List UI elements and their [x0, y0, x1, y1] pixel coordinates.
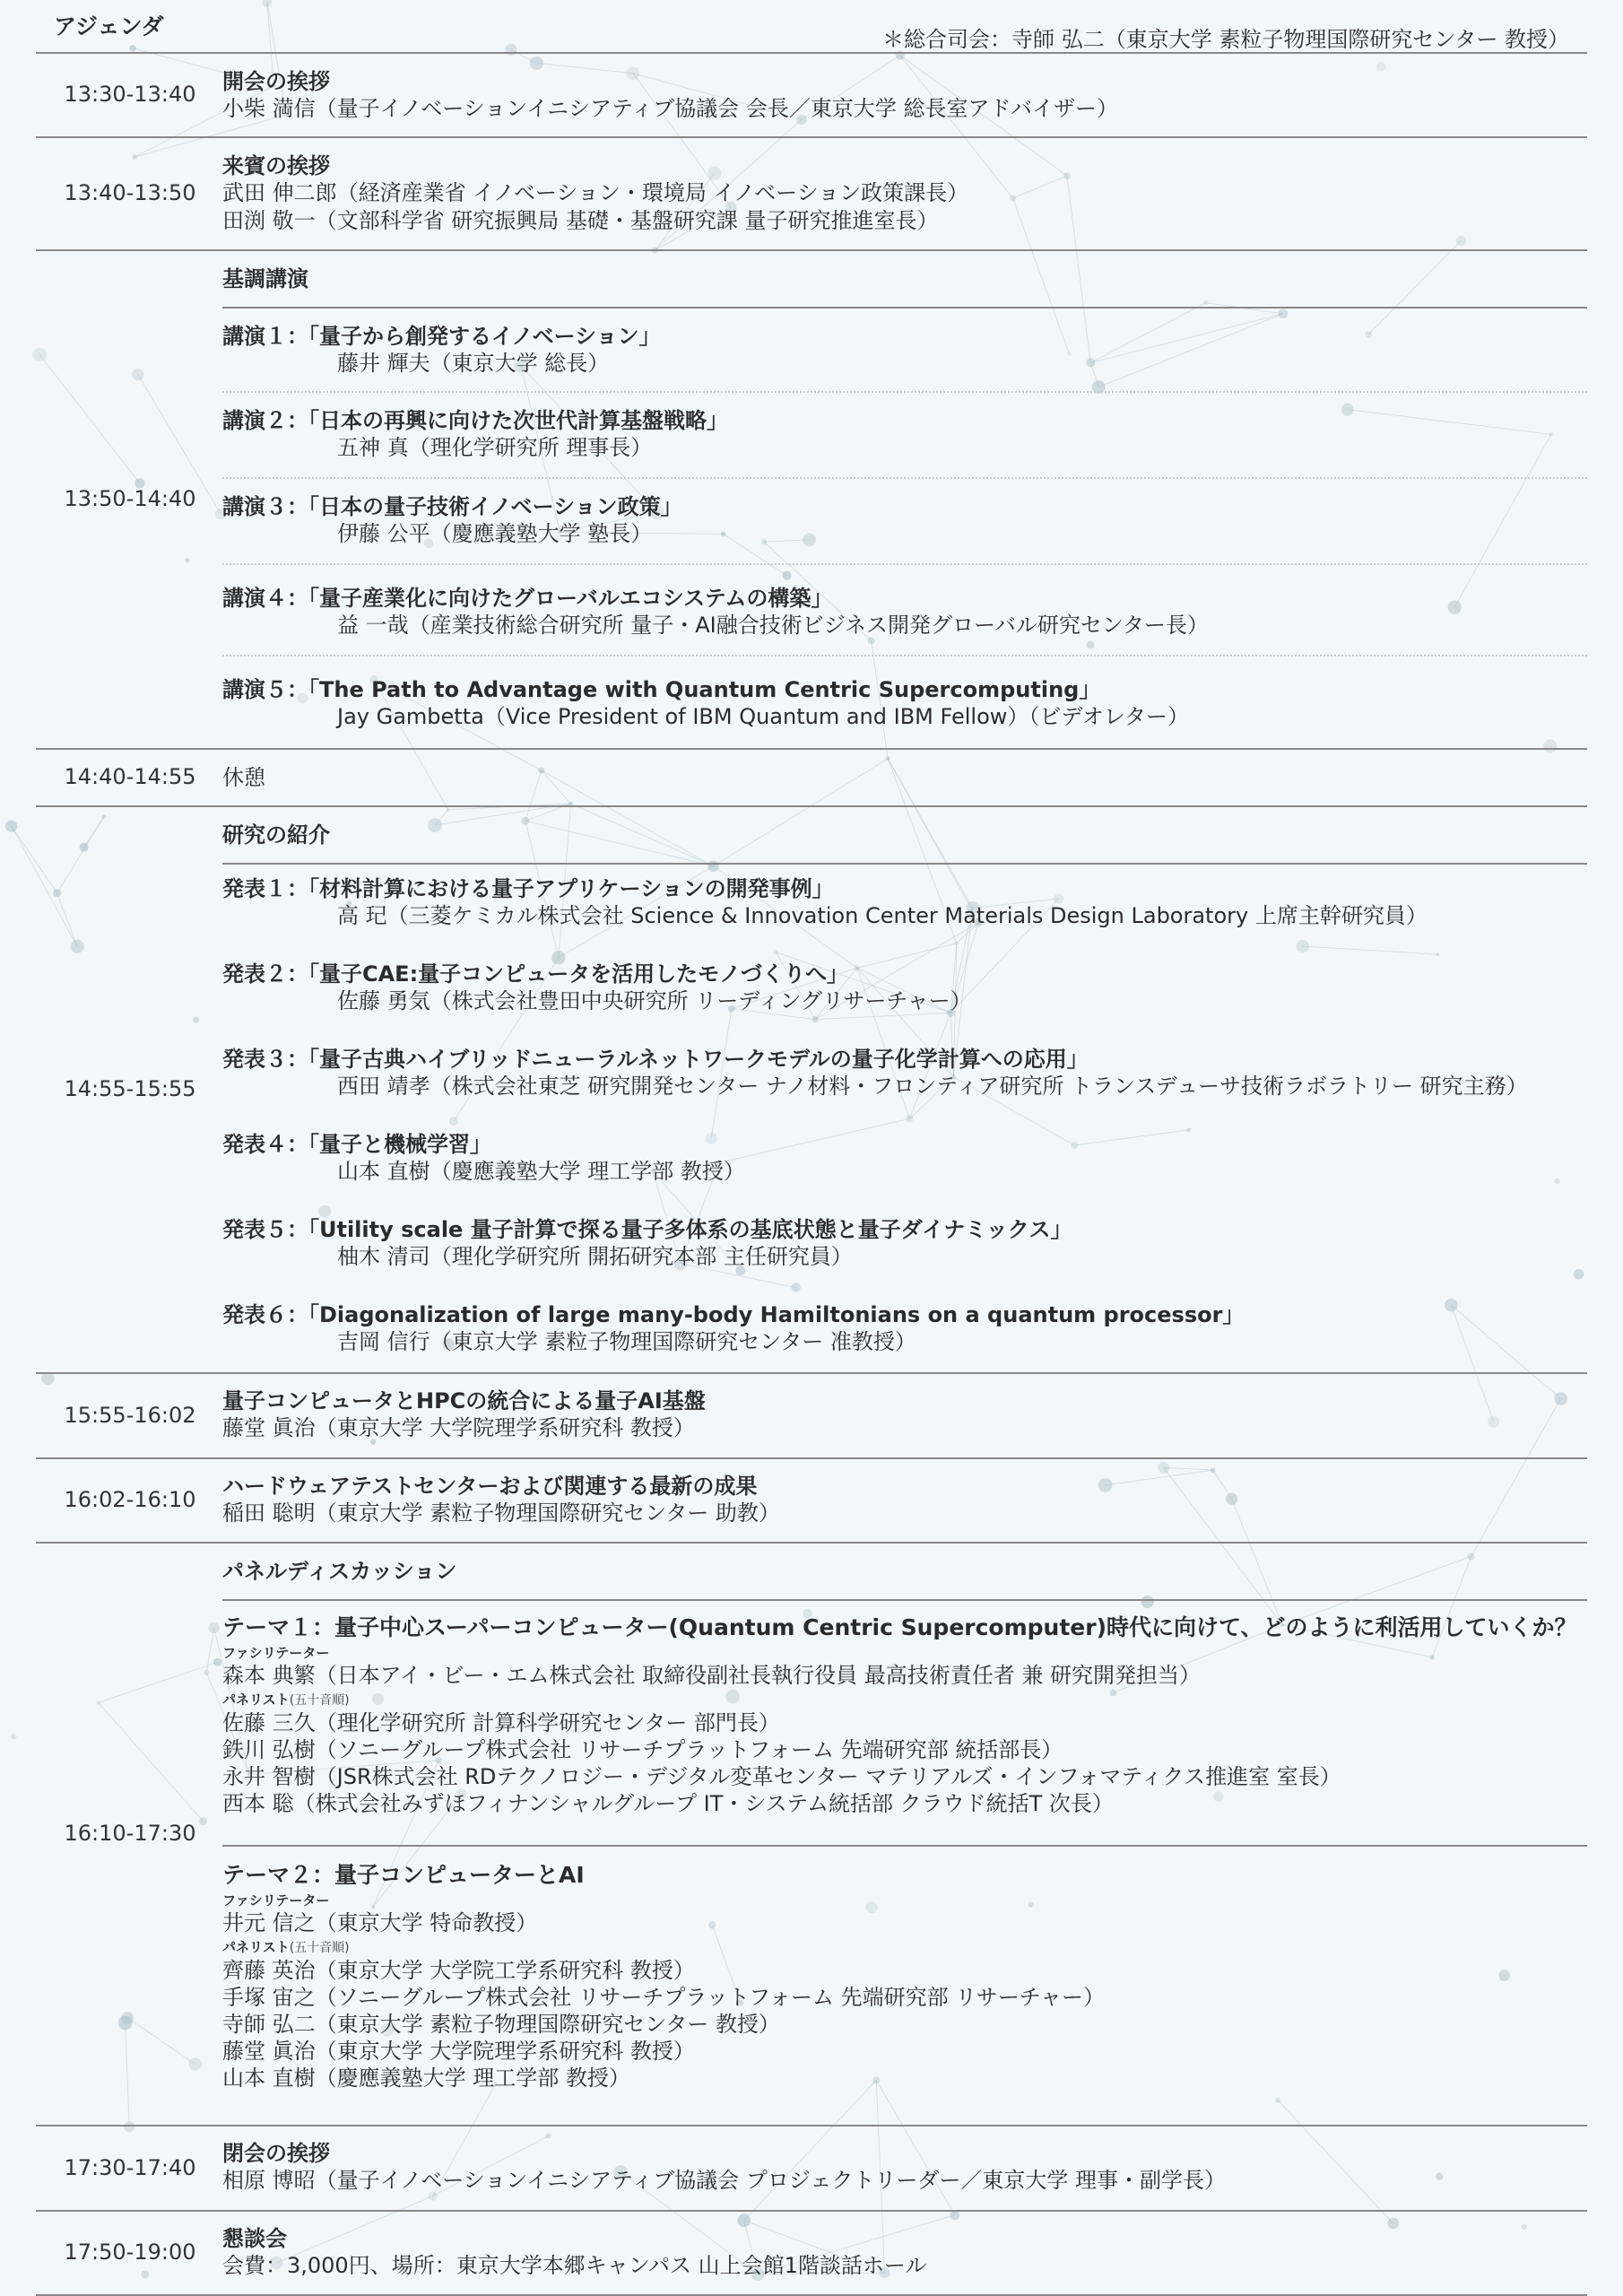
agenda-row-research — [36, 805, 1587, 1374]
time-cell: 14:55-15:55 — [64, 1076, 196, 1101]
facilitator: 森本 典繁（日本アイ・ビー・エム株式会社 取締役副社長執行役員 最高技術責任者 兼 研究開発担当） — [222, 1663, 1202, 1688]
keynote-talk — [222, 477, 1587, 565]
speaker-line: 会費：3,000円、場所：東京大学本郷キャンパス 山上会館1階談話ホール — [222, 2253, 927, 2278]
time-cell: 16:02-16:10 — [64, 1487, 196, 1512]
talk-speaker: 西田 靖孝（株式会社東芝 研究開発センター ナノ材料・フロンティア研究所 トランスデューサ技術ラボラトリー 研究主務） — [337, 1074, 1528, 1099]
facilitator-label: ファシリテーター — [222, 1645, 330, 1661]
panelist-label — [222, 1691, 1587, 1709]
agenda-row-keynote — [36, 249, 1587, 750]
session-title: 来賓の挨拶 — [222, 153, 330, 178]
talk-speaker: 高 玘（三菱ケミカル株式会社 Science & Innovation Center Materials Design Laboratory 上席主幹研究員） — [337, 903, 1428, 928]
session-title: 閉会の挨拶 — [222, 2141, 330, 2166]
speaker-line: 稲田 聡明（東京大学 素粒子物理国際研究センター 助教） — [222, 1500, 780, 1526]
panel-theme-1 — [222, 1613, 1587, 1847]
facilitator: 井元 信之（東京大学 特命教授） — [222, 1910, 538, 1935]
section-heading — [222, 1542, 1587, 1601]
panelist: 西本 聡（株式会社みずほフィナンシャルグループ IT・システム統括部 クラウド統括T 次長） — [222, 1791, 1114, 1816]
panelist: 永井 智樹（JSR株式会社 RDテクノロジー・デジタル変革センター マテリアルズ・インフォマティクス推進室 室長） — [222, 1764, 1341, 1789]
panelist: 手塚 宙之（ソニーグループ株式会社 リサーチプラットフォーム 先端研究部 リサーチャー） — [222, 1985, 1106, 2010]
talk-speaker: 佐藤 勇気（株式会社豊田中央研究所 リーディングリサーチャー） — [337, 988, 972, 1013]
talk-speaker: 伊藤 公平（慶應義塾大学 塾長） — [337, 521, 653, 546]
theme-title: テーマ１：量子中心スーパーコンピューター(Quantum Centric Supercomputer)時代に向けて、どのように利活用していくか？ — [222, 1614, 1577, 1640]
talk-title: 発表６：「Diagonalization of large many-body Hamiltonians on a quantum processor」 — [222, 1302, 1245, 1327]
talk-title: 発表４：「量子と機械学習」 — [222, 1132, 491, 1157]
section-heading — [222, 249, 1587, 309]
speaker-line: 田渕 敬一（文部科学省 研究振興局 基礎・基盤研究課 量子研究推進室長） — [222, 208, 939, 233]
speaker-line: 武田 伸二郎（経済産業省 イノベーション・環境局 イノベーション政策課長） — [222, 180, 969, 205]
talk-title: 発表５：「Utility scale 量子計算で探る量子多体系の基底状態と量子ダイナミックス」 — [222, 1217, 1072, 1242]
panelist-label-text: パネリスト — [222, 1692, 290, 1708]
agenda-row-break — [36, 748, 1587, 807]
panelist: 佐藤 三久（理化学研究所 計算科学研究センター 部門長） — [222, 1710, 780, 1735]
break-label: 休憩 — [222, 765, 265, 790]
session-title: 量子コンピュータとHPCの統合による量子AI基盤 — [222, 1388, 706, 1413]
panelist: 鉄川 弘樹（ソニーグループ株式会社 リサーチプラットフォーム 先端研究部 統括部長） — [222, 1737, 1063, 1762]
speaker-line: 小柴 満信（量子イノベーションイニシアティブ協議会 会長／東京大学 総長室アドバイザー） — [222, 96, 1118, 121]
session-title: 開会の挨拶 — [222, 69, 330, 94]
section-heading-label: パネルディスカッション — [222, 1559, 457, 1584]
talk-title: 講演５：「The Path to Advantage with Quantum Centric Supercomputing」 — [222, 677, 1101, 702]
talk-speaker: 益 一哉（産業技術総合研究所 量子・AI融合技術ビジネス開発グローバル研究センター長） — [337, 613, 1209, 638]
talk-speaker: 吉岡 信行（東京大学 素粒子物理国際研究センター 准教授） — [337, 1329, 916, 1354]
panelist: 山本 直樹（慶應義塾大学 理工学部 教授） — [222, 2066, 630, 2091]
panel-theme-2 — [222, 1861, 1587, 2092]
panelist-label-text: パネリスト — [222, 1939, 290, 1955]
agenda-row-closing — [36, 2125, 1587, 2212]
section-heading — [222, 805, 1587, 865]
agenda-row-reception — [36, 2210, 1587, 2296]
theme-title: テーマ２：量子コンピューターとAI — [222, 1862, 585, 1888]
section-heading-label: 基調講演 — [222, 266, 308, 291]
agenda-header — [36, 0, 1587, 54]
agenda-row-opening — [36, 52, 1587, 138]
emcee-note: ＊総合司会：寺師 弘二（東京大学 素粒子物理国際研究センター 教授） — [882, 27, 1569, 52]
talk-title: 講演１：「量子から創発するイノベーション」 — [222, 324, 661, 349]
session-title: 懇談会 — [222, 2226, 287, 2251]
panelist: 寺師 弘二（東京大学 素粒子物理国際研究センター 教授） — [222, 2012, 780, 2037]
panelist: 齊藤 英治（東京大学 大学院工学系研究科 教授） — [222, 1958, 695, 1983]
agenda-title: アジェンダ — [54, 13, 164, 39]
keynote-talk — [222, 655, 1587, 748]
section-heading-label: 研究の紹介 — [222, 822, 330, 848]
time-cell: 13:50-14:40 — [64, 486, 196, 511]
panelist: 藤堂 眞治（東京大学 大学院理学系研究科 教授） — [222, 2039, 695, 2064]
talk-speaker: 山本 直樹（慶應義塾大学 理工学部 教授） — [337, 1159, 745, 1184]
talk-speaker: 藤井 輝夫（東京大学 総長） — [337, 351, 610, 376]
panelist-label — [222, 1938, 1587, 1957]
time-cell: 17:30-17:40 — [64, 2154, 196, 2180]
time-cell: 17:50-19:00 — [64, 2239, 196, 2265]
speaker-line: 相原 博昭（量子イノベーションイニシアティブ協議会 プロジェクトリーダー／東京大学 理事・副学長） — [222, 2168, 1226, 2193]
agenda-row-guest — [36, 136, 1587, 251]
panelist-order-note: (五十音順) — [289, 1941, 350, 1955]
time-cell: 13:30-13:40 — [64, 82, 196, 107]
time-cell: 14:40-14:55 — [64, 764, 196, 789]
panelist-order-note: (五十音順) — [289, 1693, 350, 1708]
talk-title: 講演４：「量子産業化に向けたグローバルエコシステムの構築」 — [222, 586, 833, 611]
time-cell: 15:55-16:02 — [64, 1402, 196, 1428]
time-cell: 13:40-13:50 — [64, 180, 196, 205]
talk-title: 発表１：「材料計算における量子アプリケーションの開発事例」 — [222, 876, 834, 901]
talk-title: 発表３：「量子古典ハイブリッドニューラルネットワークモデルの量子化学計算への応用」 — [222, 1047, 1089, 1072]
agenda-row-hpc — [36, 1372, 1587, 1459]
talk-title: 講演３：「日本の量子技術イノベーション政策」 — [222, 494, 682, 519]
speaker-line: 藤堂 眞治（東京大学 大学院理学系研究科 教授） — [222, 1415, 695, 1440]
talk-speaker: Jay Gambetta（Vice President of IBM Quantum and IBM Fellow）（ビデオレター） — [337, 704, 1189, 729]
time-cell: 16:10-17:30 — [64, 1821, 196, 1846]
talk-title: 発表２：「量子CAE:量子コンピュータを活用したモノづくりへ」 — [222, 961, 848, 987]
talk-speaker: 柚木 清司（理化学研究所 開拓研究本部 主任研究員） — [337, 1244, 853, 1269]
agenda-row-panel — [36, 1542, 1587, 2126]
facilitator-label: ファシリテーター — [222, 1892, 330, 1909]
talk-speaker: 五神 真（理化学研究所 理事長） — [337, 435, 653, 460]
session-title: ハードウェアテストセンターおよび関連する最新の成果 — [222, 1474, 758, 1499]
agenda-row-hardware — [36, 1457, 1587, 1544]
keynote-talk — [222, 307, 1587, 393]
keynote-talk — [222, 391, 1587, 479]
keynote-talk — [222, 563, 1587, 657]
talk-title: 講演２：「日本の再興に向けた次世代計算基盤戦略」 — [222, 408, 728, 433]
